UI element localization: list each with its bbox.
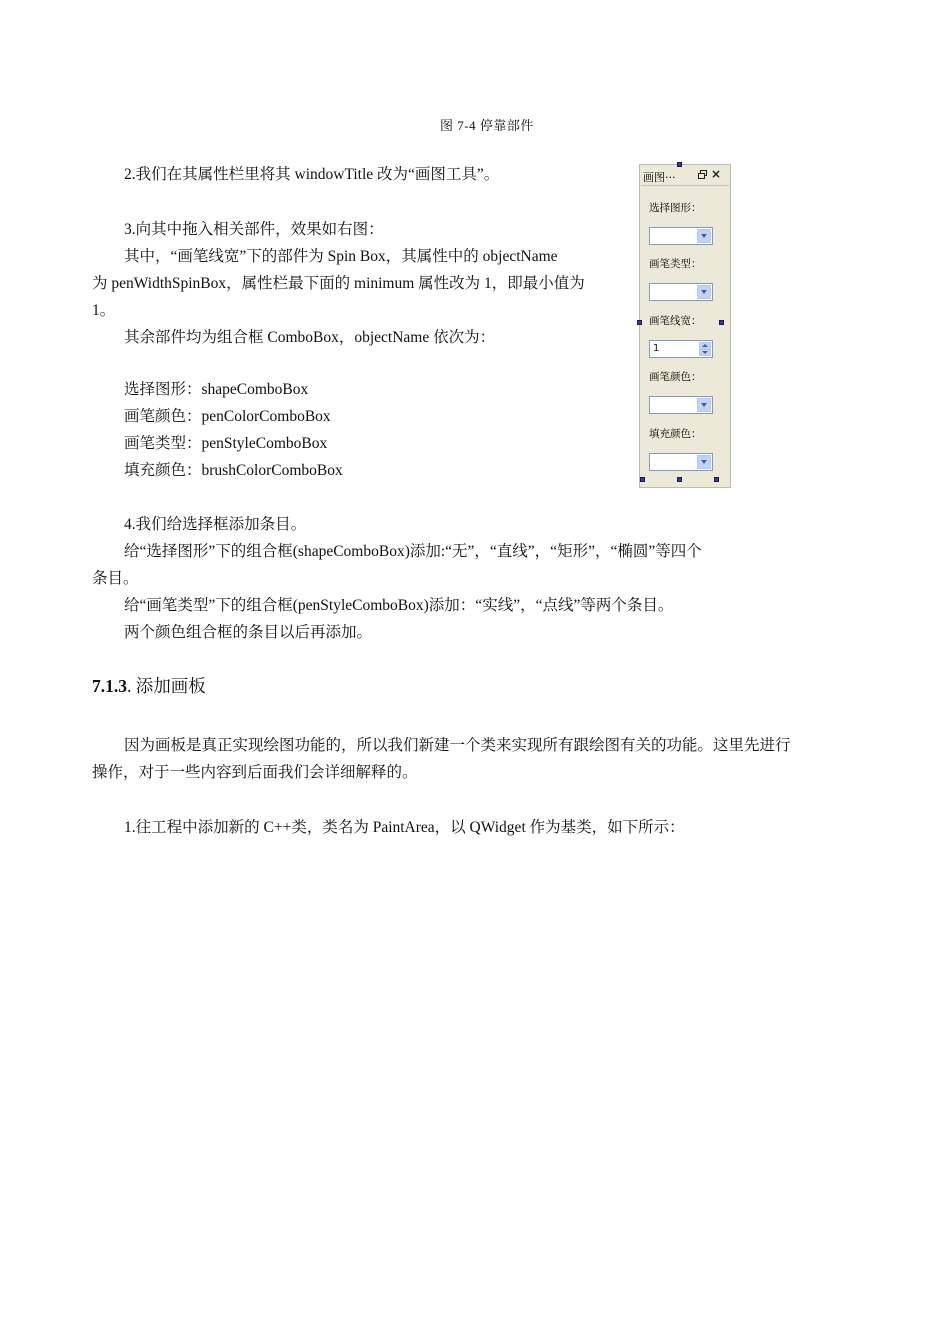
label-brush-color: 填充颜色： — [649, 428, 702, 440]
selection-handle[interactable] — [719, 320, 724, 325]
chevron-down-icon[interactable] — [697, 455, 711, 469]
paragraph-shape-items-1: 给“选择图形”下的组合框(shapeComboBox)添加:“无”，“直线”，“矩形”，“椭圆”等四个 — [124, 543, 702, 560]
figure-caption: 图 7-4 停靠部件 — [440, 118, 534, 133]
paragraph-spinbox-3: 1。 — [92, 302, 116, 319]
spin-up-icon[interactable] — [699, 342, 711, 349]
paragraph-step-4: 4.我们给选择框添加条目。 — [124, 516, 307, 533]
float-icon[interactable] — [698, 170, 707, 179]
list-item: 填充颜色：brushColorComboBox — [124, 462, 343, 479]
label-pen-width: 画笔线宽： — [649, 315, 702, 327]
paragraph-shape-items-2: 条目。 — [92, 570, 139, 587]
paragraph-spinbox-2: 为 penWidthSpinBox，属性栏最下面的 minimum 属性改为 1，即最小值为 — [92, 275, 585, 292]
selection-handle[interactable] — [677, 162, 682, 167]
pen-style-combobox[interactable] — [649, 283, 713, 301]
paragraph-color-items: 两个颜色组合框的条目以后再添加。 — [124, 624, 373, 641]
selection-handle[interactable] — [640, 477, 645, 482]
selection-handle[interactable] — [637, 320, 642, 325]
divider — [641, 185, 729, 186]
paragraph-pen-style-items: 给“画笔类型”下的组合框(penStyleComboBox)添加：“实线”，“点线”等两个条目。 — [124, 597, 674, 614]
paragraph-intro-1: 因为画板是真正实现绘图功能的，所以我们新建一个类来实现所有跟绘图有关的功能。这里先进行 — [124, 737, 791, 754]
paragraph-combobox: 其余部件均为组合框 ComboBox，objectName 依次为： — [124, 329, 496, 346]
paragraph-spinbox-1: 其中，“画笔线宽”下的部件为 Spin Box，其属性中的 objectName — [124, 248, 558, 265]
section-title: . 添加画板 — [127, 676, 206, 696]
shape-combobox[interactable] — [649, 227, 713, 245]
spin-down-icon[interactable] — [699, 349, 711, 356]
selection-handle[interactable] — [714, 477, 719, 482]
spin-value: 1 — [653, 343, 660, 354]
section-number: 7.1.3 — [92, 676, 127, 696]
section-heading — [92, 676, 206, 696]
pen-color-combobox[interactable] — [649, 396, 713, 414]
brush-color-combobox[interactable] — [649, 453, 713, 471]
list-item: 选择图形：shapeComboBox — [124, 381, 309, 398]
dock-widget-figure — [639, 164, 731, 488]
dock-title-bar — [640, 167, 730, 185]
dock-title: 画图··· — [643, 171, 676, 184]
list-item: 画笔类型：penStyleComboBox — [124, 435, 328, 452]
pen-width-spinbox[interactable] — [649, 340, 713, 358]
chevron-down-icon[interactable] — [697, 229, 711, 243]
paragraph-intro-2: 操作，对于一些内容到后面我们会详细解释的。 — [92, 764, 418, 781]
chevron-down-icon[interactable] — [697, 398, 711, 412]
close-icon[interactable]: × — [711, 167, 722, 181]
label-pen-style: 画笔类型： — [649, 258, 702, 270]
label-pen-color: 画笔颜色： — [649, 371, 702, 383]
chevron-down-icon[interactable] — [697, 285, 711, 299]
paragraph-step-2: 2.我们在其属性栏里将其 windowTitle 改为“画图工具”。 — [124, 166, 500, 183]
selection-handle[interactable] — [677, 477, 682, 482]
paragraph-step-3: 3.向其中拖入相关部件，效果如右图： — [124, 221, 384, 238]
list-item: 画笔颜色：penColorComboBox — [124, 408, 331, 425]
label-shape: 选择图形： — [649, 202, 702, 214]
paragraph-step-1-class: 1.往工程中添加新的 C++类，类名为 PaintArea，以 QWidget 作为基类，如下所示： — [124, 819, 685, 836]
